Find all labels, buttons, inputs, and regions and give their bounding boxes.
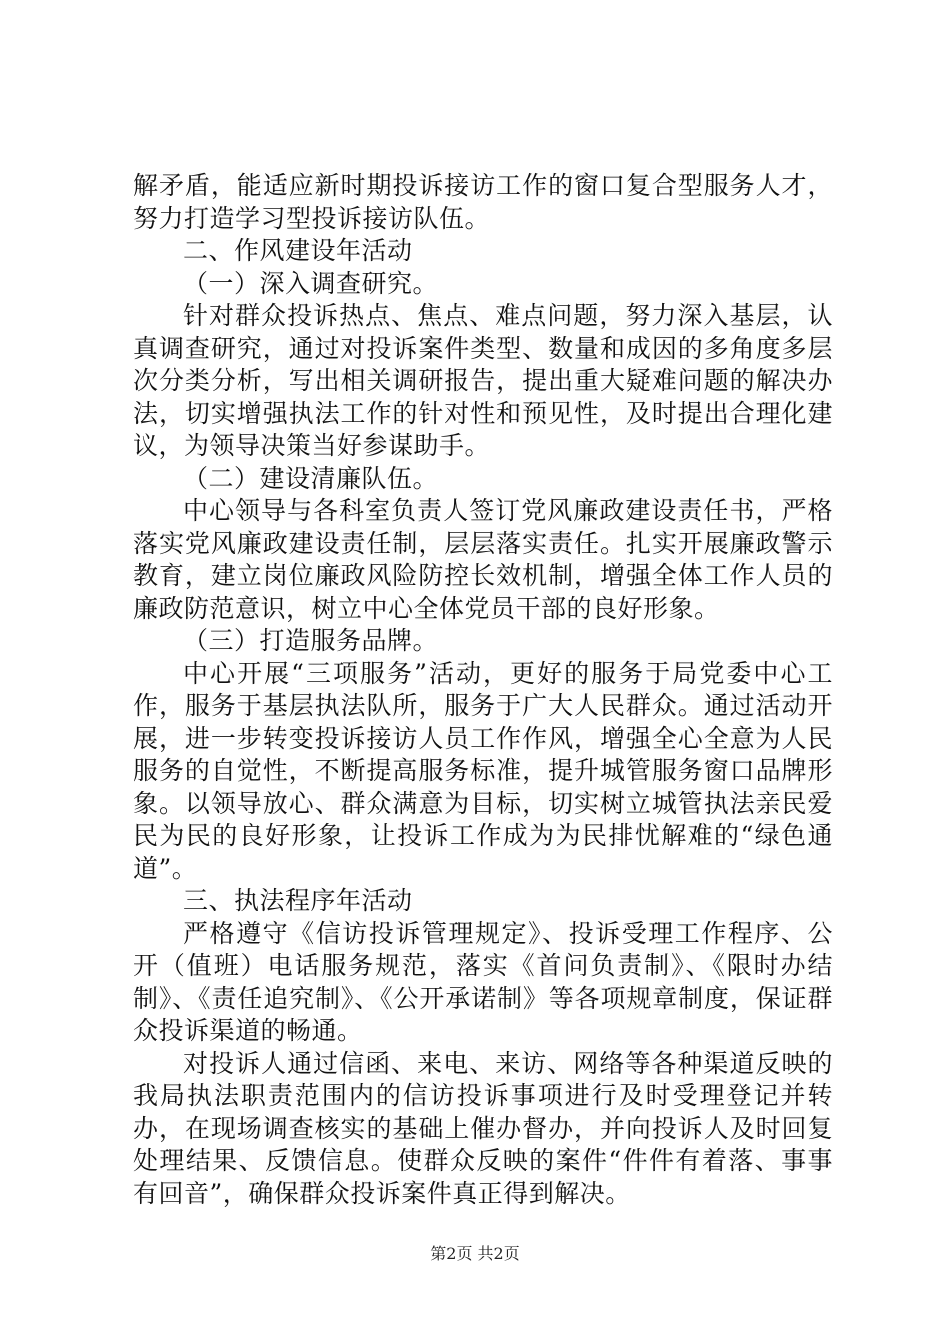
- paragraph-research: 针对群众投诉热点、焦点、难点问题，努力深入基层，认真调查研究，通过对投诉案件类型、数量和成因的多角度多层次分类分析，写出相关调研报告，提出重大疑难问题的解决办法，切实增强执法工作的针对性和预见性，及时提出合理化建议，为领导决策当好参谋助手。: [133, 301, 833, 460]
- paragraph-complaint-handling: 对投诉人通过信函、来电、来访、网络等各种渠道反映的我局执法职责范围内的信访投诉事项进行及时受理登记并转办，在现场调查核实的基础上催办督办，并向投诉人及时回复处理结果、反馈信息。使群众反映的案件“件件有着落、事事有回音”，确保群众投诉案件真正得到解决。: [133, 1048, 833, 1208]
- section-heading-2: 二、作风建设年活动: [183, 236, 413, 265]
- paragraph-continuation: 解矛盾，能适应新时期投诉接访工作的窗口复合型服务人才，努力打造学习型投诉接访队伍。: [133, 171, 833, 233]
- subheading-3: （三）打造服务品牌。: [183, 626, 439, 655]
- paragraph-regulations: 严格遵守《信访投诉管理规定》、投诉受理工作程序、公开（值班）电话服务规范，落实《首问负责制》、《限时办结制》、《责任追究制》、《公开承诺制》等各项规章制度，保证群众投诉渠道的畅通。: [133, 918, 833, 1045]
- section-heading-3: 三、执法程序年活动: [183, 886, 413, 915]
- subheading-1: （一）深入调查研究。: [183, 268, 439, 298]
- document-body: [133, 170, 833, 1210]
- subheading-2: （二）建设清廉队伍。: [183, 463, 439, 493]
- paragraph-service-brand: 中心开展“三项服务”活动，更好的服务于局党委中心工作，服务于基层执法队所，服务于广大人民群众。通过活动开展，进一步转变投诉接访人员工作作风，增强全心全意为人民服务的自觉性，不断提高服务标准，提升城管服务窗口品牌形象。以领导放心、群众满意为目标，切实树立城管执法亲民爱民为民的良好形象，让投诉工作成为为民排忧解难的“绿色通道”。: [133, 658, 833, 883]
- page-footer: 第2页 共2页: [430, 1244, 520, 1263]
- paragraph-integrity: 中心领导与各科室负责人签订党风廉政建设责任书，严格落实党风廉政建设责任制，层层落实责任。扎实开展廉政警示教育，建立岗位廉政风险防控长效机制，增强全体工作人员的廉政防范意识，树立中心全体党员干部的良好形象。: [133, 496, 833, 623]
